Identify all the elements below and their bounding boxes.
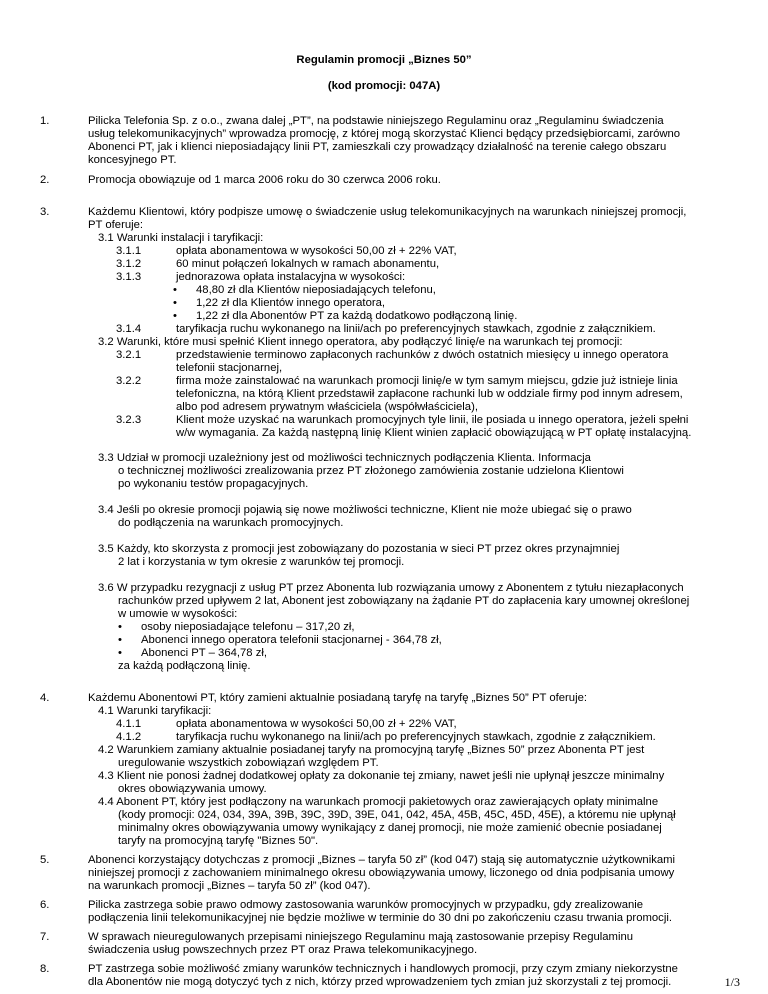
section-number-3: 3. <box>40 206 50 218</box>
clause-number: 3.1.4 <box>116 323 142 335</box>
text-line: niniejszej promocji z zachowaniem minimalnego okresu obowiązywania umowy, liczonego od dnia podpisania umowy <box>88 867 675 880</box>
subsection-4-2 <box>98 744 644 770</box>
text-line: Klient może uzyskać na warunkach promocyjnych tyle linii, ile posiada u innego operatora, jeżeli spełni <box>176 414 689 426</box>
text-line: po wykonaniu testów propagacyjnych. <box>118 478 309 491</box>
text-line: 4.2 Warunkiem zamiany aktualnie posiadanej taryfy na promocyjną taryfę „Biznes 50” przez Abonenta PT jest <box>98 744 645 756</box>
text-line: minimalny okres obowiązywania umowy wynikający z danej promocji, nie może zamienić obecnie posiadanej <box>118 822 662 835</box>
bullet-icon: • <box>173 310 177 322</box>
section-2 <box>88 174 702 187</box>
clause-number: 3.1.1 <box>116 245 142 257</box>
section-6 <box>88 899 702 925</box>
text-line: za każdą podłączoną linię. <box>118 660 251 672</box>
bullet-icon: • <box>118 647 122 659</box>
text-line: Abonenci korzystający dotychczas z promocji „Biznes – taryfa 50 zł” (kod 047) stają się automatycznie użytkownikami <box>88 854 676 866</box>
text-line: Każdemu Abonentowi PT, który zamieni aktualnie posiadaną taryfę na taryfę „Biznes 50” PT oferuje: <box>88 692 588 704</box>
subsection-3-5 <box>98 543 619 569</box>
bullet-icon: • <box>118 621 122 633</box>
text-line: usług telekomunikacyjnych” wprowadza promocję, z której mogą skorzystać Klienci będący przedsiębiorcami, zarówno <box>88 128 681 141</box>
text-line: telefonii stacjonarnej, <box>176 362 283 375</box>
clause-number: 3.2.1 <box>116 349 142 361</box>
text-line: rachunków przed upływem 2 lat, Abonent jest zobowiązany na żądanie PT do zapłacenia kary umownej określonej <box>118 595 690 608</box>
clause-text: 60 minut połączeń lokalnych w ramach abonamentu, <box>176 258 440 270</box>
bullet-text: 1,22 zł dla Klientów innego operatora, <box>196 297 386 309</box>
section-number-7: 7. <box>40 931 50 943</box>
text-line: PT zastrzega sobie możliwość zmiany warunków technicznych i handlowych promocji, przy czym zmiany niekorzystne <box>88 963 678 975</box>
text-line: Promocja obowiązuje od 1 marca 2006 roku do 30 czerwca 2006 roku. <box>88 174 441 186</box>
text-line: 3.3 Udział w promocji uzależniony jest od możliwości technicznych podłączenia Klienta. Informacja <box>98 452 591 464</box>
text-line: do podłączenia na warunkach promocyjnych. <box>118 517 344 530</box>
section-number-1: 1. <box>40 115 50 127</box>
clause-text: taryfikacja ruchu wykonanego na linii/ach po preferencyjnych stawkach, zgodnie z załącznikiem. <box>176 323 656 335</box>
clause-text: opłata abonamentowa w wysokości 50,00 zł + 22% VAT, <box>176 245 457 257</box>
text-line: telefoniczna, na którą Klient przedstawił zapłacone rachunki lub w oddziale firmy pod innym adresem, <box>176 388 683 401</box>
bullet-text: 1,22 zł dla Abonentów PT za każdą dodatkowo podłączoną linię. <box>196 310 518 322</box>
bullet-icon: • <box>173 297 177 309</box>
text-line: firma może zainstalować na warunkach promocji linię/e w tym samym miejscu, gdzie już istnieje linia <box>176 375 678 387</box>
text-line: uregulowanie wszystkich zobowiązań względem PT. <box>118 757 379 770</box>
text-line: podłączenia linii telekomunikacyjnej nie będzie możliwe w terminie do 30 dni po zakończeniu czasu trwania promocji. <box>88 912 672 925</box>
section-7 <box>88 931 702 957</box>
subsection-3-3 <box>98 452 624 491</box>
text-line: Abonenci PT, jak i klienci nieposiadający linii PT, zamieszkali czy prowadzący działalność na terenie całego obszaru <box>88 141 667 154</box>
text-line: w/w wymagania. Za każdą następną linię Klient winien zapłacić obowiązującą w PT opłatę instalacyjną. <box>176 427 692 440</box>
section-number-4: 4. <box>40 692 50 704</box>
bullet-text: osoby nieposiadające telefonu – 317,20 zł, <box>141 621 355 633</box>
bullet-icon: • <box>173 284 177 296</box>
text-line: Pilicka zastrzega sobie prawo odmowy zastosowania warunków promocyjnych w przypadku, gdy zrealizowanie <box>88 899 644 911</box>
text-line: koncesyjnego PT. <box>88 154 177 167</box>
bullet-icon: • <box>118 634 122 646</box>
text-line: 3.4 Jeśli po okresie promocji pojawią się nowe możliwości techniczne, Klient nie może ubiegać się o prawo <box>98 504 632 516</box>
text-line: Każdemu Klientowi, który podpisze umowę o świadczenie usług telekomunikacyjnych na warunkach niniejszej promocji, <box>88 206 687 218</box>
bullet-text: Abonenci innego operatora telefonii stacjonarnej - 364,78 zł, <box>141 634 442 646</box>
clause-text: jednorazowa opłata instalacyjna w wysokości: <box>176 271 406 283</box>
subsection-4-4 <box>98 796 676 848</box>
text-line: 3.6 W przypadku rezygnacji z usług PT przez Abonenta lub rozwiązania umowy z Abonentem z tytułu niezapłaconych <box>98 582 684 594</box>
clause-text <box>176 414 691 440</box>
bullet-text: 48,80 zł dla Klientów nieposiadających telefonu, <box>196 284 436 296</box>
subsection-3-6 <box>98 582 689 621</box>
clause-text: taryfikacja ruchu wykonanego na linii/ach po preferencyjnych stawkach, zgodnie z załącznikiem. <box>176 731 656 743</box>
subsection-3-1: 3.1 Warunki instalacji i taryfikacji: <box>98 232 264 244</box>
text-line: 4.4 Abonent PT, który jest podłączony na warunkach promocji pakietowych oraz zawierających opłaty minimalne <box>98 796 659 808</box>
text-line: PT oferuje: <box>88 219 144 232</box>
text-line: W sprawach nieuregulowanych przepisami niniejszego Regulaminu mają zastosowanie przepisy Regulaminu <box>88 931 634 943</box>
text-line: 2 lat i korzystania w tym okresie z warunków tej promocji. <box>118 556 405 569</box>
subsection-4-3 <box>98 770 664 796</box>
text-line: przedstawienie terminowo zapłaconych rachunków z dwóch ostatnich miesięcy u innego operatora <box>176 349 669 361</box>
document-title: Regulamin promocji „Biznes 50” <box>296 54 472 66</box>
text-line: (kody promocji: 024, 034, 39A, 39B, 39C, 39D, 39E, 041, 042, 45A, 45B, 45C, 45D, 45E), a któremu nie upłynął <box>118 809 676 822</box>
text-line: dla Abonentów nie mogą dotyczyć tych z nich, którzy przed wprowadzeniem tych zmian już skorzystali z tej promocji. <box>88 976 672 989</box>
subsection-3-2: 3.2 Warunki, które musi spełnić Klient innego operatora, aby podłączyć linię/e na warunkach tej promocji: <box>98 336 623 348</box>
text-line: taryfy na promocyjną taryfę "Biznes 50". <box>118 835 319 848</box>
section-number-2: 2. <box>40 174 50 186</box>
section-number-5: 5. <box>40 854 50 866</box>
section-8 <box>88 963 702 989</box>
section-5 <box>88 854 702 893</box>
text-line: w umowie w wysokości: <box>118 608 238 621</box>
text-line: o technicznej możliwości zrealizowania przez PT złożonego zamówienia zostanie udzielona Klientowi <box>118 465 624 478</box>
clause-text <box>176 375 683 414</box>
section-number-8: 8. <box>40 963 50 975</box>
text-line: 3.5 Każdy, kto skorzysta z promocji jest zobowiązany do pozostania w sieci PT przez okres przynajmniej <box>98 543 620 555</box>
text-line: Pilicka Telefonia Sp. z o.o., zwana dalej „PT”, na podstawie niniejszego Regulaminu oraz „Regulaminu świadczenia <box>88 115 664 127</box>
page-number: 1/3 <box>724 975 740 989</box>
subsection-4-1: 4.1 Warunki taryfikacji: <box>98 705 212 717</box>
clause-text <box>176 349 668 375</box>
clause-number: 4.1.2 <box>116 731 142 743</box>
section-1 <box>88 115 702 167</box>
text-line: świadczenia usług powszechnych przez PT oraz Prawa telekomunikacyjnego. <box>88 944 478 957</box>
text-line: na warunkach promocji „Biznes – taryfa 50 zł” (kod 047). <box>88 880 371 893</box>
section-3-intro <box>88 206 702 232</box>
clause-number: 3.2.3 <box>116 414 142 426</box>
clause-number: 3.1.2 <box>116 258 142 270</box>
clause-number: 3.2.2 <box>116 375 142 387</box>
text-line: albo pod adresem prywatnym właściciela (współwłaściciela), <box>176 401 478 414</box>
section-4-intro <box>88 692 702 705</box>
text-line: 4.3 Klient nie ponosi żadnej dodatkowej opłaty za dokonanie tej zmiany, nawet jeśli nie upłynął jeszcze minimalny <box>98 770 665 782</box>
document-subtitle: (kod promocji: 047A) <box>327 80 441 92</box>
subsection-3-4 <box>98 504 632 530</box>
clause-number: 3.1.3 <box>116 271 142 283</box>
clause-text: opłata abonamentowa w wysokości 50,00 zł + 22% VAT, <box>176 718 457 730</box>
text-line: okres obowiązywania umowy. <box>118 783 267 796</box>
section-number-6: 6. <box>40 899 50 911</box>
clause-number: 4.1.1 <box>116 718 142 730</box>
bullet-text: Abonenci PT – 364,78 zł, <box>141 647 268 659</box>
